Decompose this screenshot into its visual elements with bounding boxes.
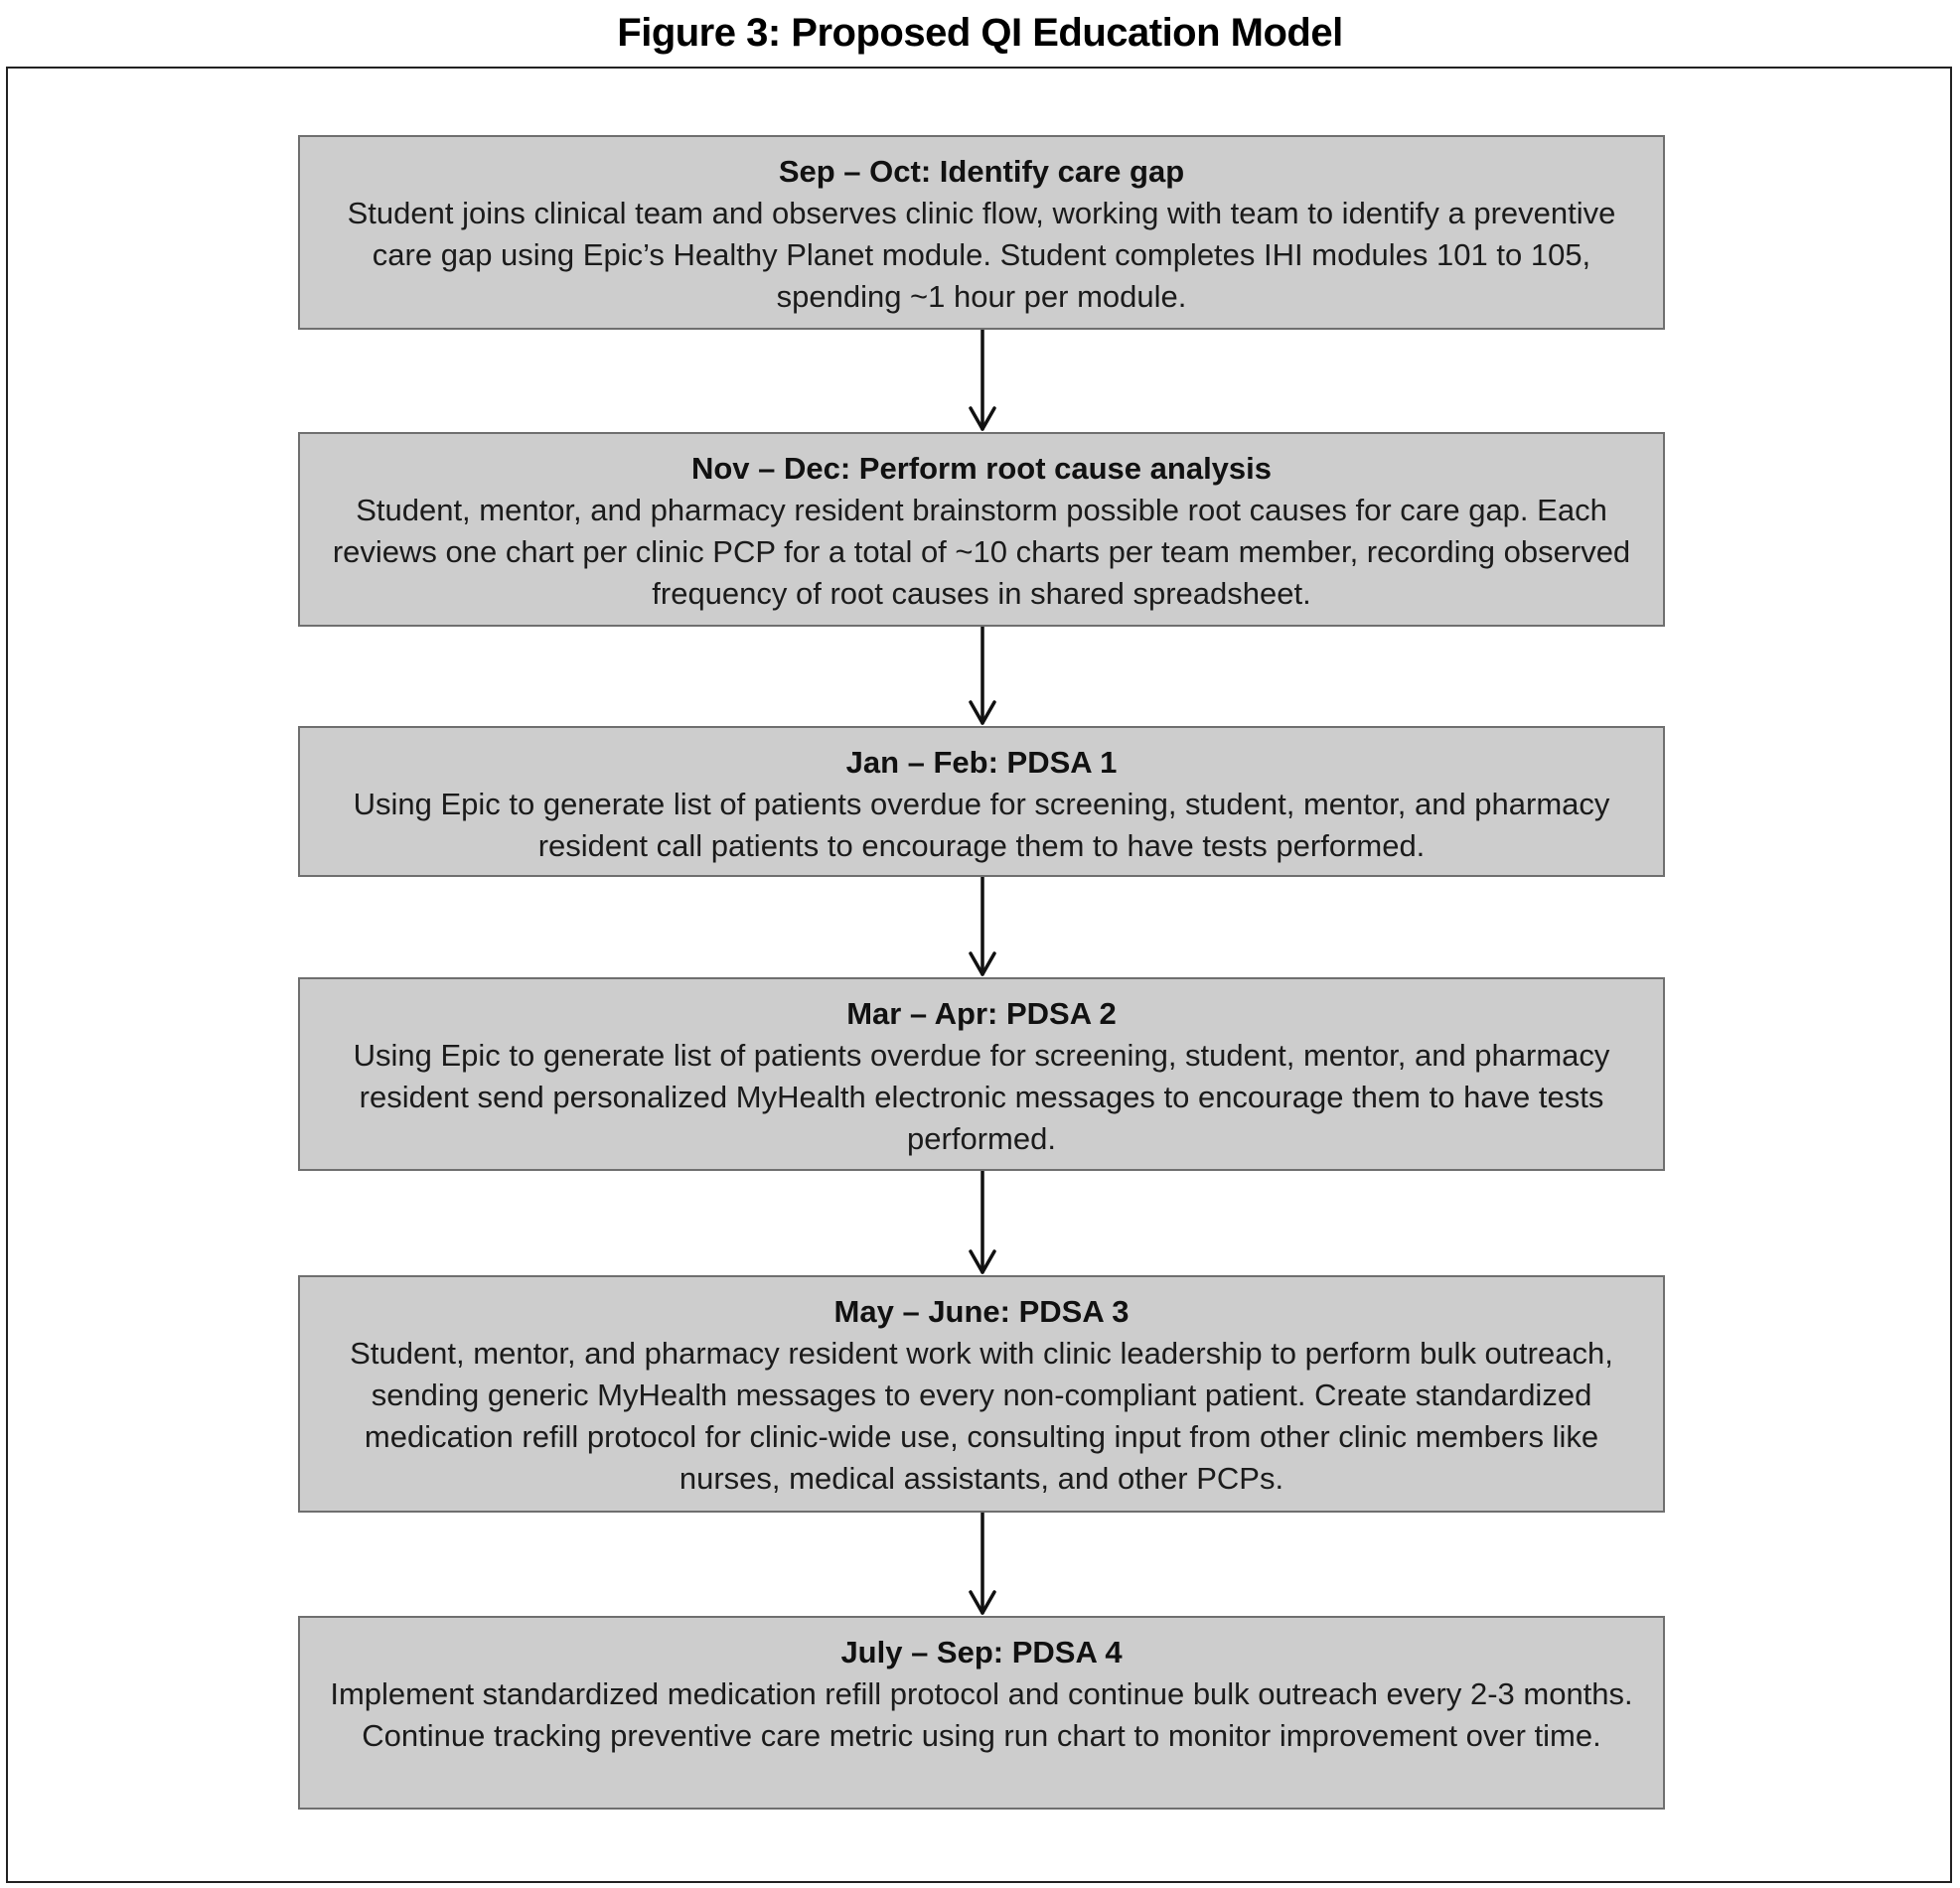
step-box-root-cause-analysis — [298, 432, 1665, 627]
step-box-pdsa-1 — [298, 726, 1665, 877]
step-heading: May – June: PDSA 3 — [833, 1294, 1130, 1329]
step-description: Student, mentor, and pharmacy resident brainstorm possible root causes for care gap. Each reviews one chart per clinic PCP for a total of ~10 charts per team member, recording observed frequency of root causes in shared spreadsheet. — [332, 493, 1631, 611]
step-box-pdsa-2 — [298, 977, 1665, 1171]
step-heading: Mar – Apr: PDSA 2 — [846, 996, 1117, 1031]
step-box-pdsa-4 — [298, 1616, 1665, 1810]
step-heading: Nov – Dec: Perform root cause analysis — [690, 451, 1273, 486]
step-heading: July – Sep: PDSA 4 — [840, 1635, 1123, 1670]
step-heading: Jan – Feb: PDSA 1 — [845, 745, 1118, 780]
step-description: Student joins clinical team and observes clinic flow, working with team to identify a preventive care gap using Epic’s Healthy Planet module. Student completes IHI modules 101 to 105, spending ~1 hour per module. — [347, 196, 1616, 314]
figure-title: Figure 3: Proposed QI Education Model — [617, 11, 1343, 55]
step-description: Student, mentor, and pharmacy resident work with clinic leadership to perform bulk outreach, sending generic MyHealth messages to every non-compliant patient. Create standardized medication refill protocol for clinic-wide use, consulting input from other clinic members like nurses, medical assistants, and other PCPs. — [350, 1336, 1613, 1496]
step-description: Using Epic to generate list of patients overdue for screening, student, mentor, and pharmacy resident call patients to encourage them to have tests performed. — [353, 787, 1610, 863]
step-description: Using Epic to generate list of patients overdue for screening, student, mentor, and pharmacy resident send personalized MyHealth electronic messages to encourage them to have tests performed. — [353, 1038, 1610, 1156]
step-description: Implement standardized medication refill protocol and continue bulk outreach every 2-3 months. Continue tracking preventive care metric using run chart to monitor improvement over time. — [330, 1676, 1633, 1753]
step-box-identify-care-gap — [298, 135, 1665, 330]
figure-frame — [6, 67, 1952, 1883]
step-heading: Sep – Oct: Identify care gap — [778, 154, 1185, 189]
step-box-pdsa-3 — [298, 1275, 1665, 1513]
